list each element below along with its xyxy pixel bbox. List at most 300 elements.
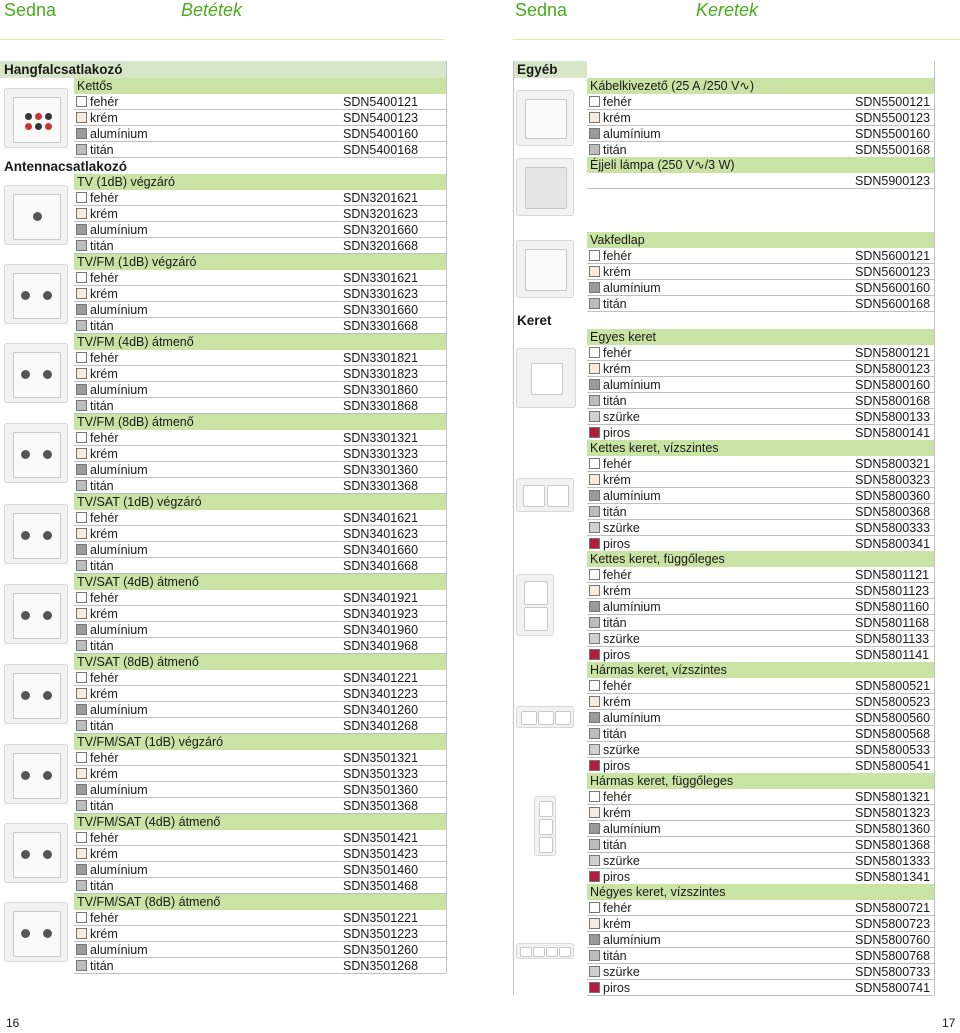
fehér-swatch [589,569,600,580]
product-row [74,926,446,942]
product-row [74,958,446,974]
frame-opening [559,947,571,957]
color-name: krém [90,207,118,221]
frame-opening [524,607,548,631]
color-name: titán [603,727,627,741]
krém-swatch [76,848,87,859]
night-lamp-thumbnail [516,158,574,216]
product-row [587,583,934,599]
right-column-left-divider [513,61,514,995]
product-code: SDN5800168 [855,394,931,408]
product-row [587,631,934,647]
product-row [74,126,446,142]
frame-opening [546,947,558,957]
product-group-header: Kettes keret, függőleges [587,551,934,567]
product-code: SDN3501423 [343,847,419,861]
product-code: SDN5800521 [855,679,931,693]
color-name: szürke [603,743,640,757]
product-row [74,686,446,702]
product-code: SDN3401921 [343,591,419,605]
product-code: SDN5801321 [855,790,931,804]
single-frame-thumbnail [516,348,576,408]
product-row [74,542,446,558]
product-code: SDN3401960 [343,623,419,637]
product-row [587,647,934,663]
product-code: SDN5800360 [855,489,931,503]
color-name: alumínium [90,623,148,637]
piros-swatch [589,427,600,438]
color-name: krém [603,917,631,931]
titán-swatch [76,480,87,491]
product-row [587,805,934,821]
product-code: SDN3501421 [343,831,419,845]
titán-swatch [76,880,87,891]
color-name: alumínium [603,933,661,947]
krém-swatch [76,928,87,939]
product-row [74,110,446,126]
product-code: SDN5800321 [855,457,931,471]
product-code: SDN5500160 [855,127,931,141]
color-name: fehér [90,831,119,845]
fehér-swatch [589,250,600,261]
fehér-swatch [589,347,600,358]
product-code: SDN3301823 [343,367,419,381]
color-name: krém [90,111,118,125]
product-row [74,878,446,894]
alumínium-swatch [589,379,600,390]
product-group-header: TV (1dB) végzáró [74,174,446,190]
product-row [74,750,446,766]
color-name: titán [603,505,627,519]
product-code: SDN3401223 [343,687,419,701]
product-code: SDN5400168 [343,143,419,157]
socket-thumbnail [4,902,68,962]
color-name: alumínium [90,127,148,141]
product-code: SDN5800741 [855,981,931,995]
color-name: titán [90,143,114,157]
alumínium-swatch [76,944,87,955]
color-name: alumínium [90,223,148,237]
alumínium-swatch [589,712,600,723]
product-row [74,142,446,158]
product-row [74,398,446,414]
color-name: piros [603,648,631,662]
product-code: SDN3501221 [343,911,419,925]
color-name: fehér [90,431,119,445]
product-code: SDN3201623 [343,207,419,221]
product-group-header: Egyes keret [587,329,934,345]
color-name: alumínium [603,600,661,614]
product-code: SDN3301621 [343,271,419,285]
color-name: titán [603,838,627,852]
color-name: alumínium [603,489,661,503]
alumínium-swatch [76,224,87,235]
section-title: Egyéb [513,61,587,78]
product-code: SDN3301360 [343,463,419,477]
product-code: SDN5801341 [855,870,931,884]
product-code: SDN5801368 [855,838,931,852]
szürke-swatch [589,744,600,755]
titán-swatch [589,617,600,628]
product-row [74,862,446,878]
color-name: krém [90,607,118,621]
color-name: titán [90,559,114,573]
product-group-header: TV/FM (8dB) átmenő [74,414,446,430]
color-name: titán [603,143,627,157]
product-code: SDN3401621 [343,511,419,525]
product-code: SDN5801323 [855,806,931,820]
color-name: szürke [603,632,640,646]
color-name: krém [603,265,631,279]
product-row [74,94,446,110]
product-code: SDN3401968 [343,639,419,653]
terminal-icon [25,113,32,120]
product-code: SDN5801360 [855,822,931,836]
product-row [74,350,446,366]
product-code: SDN5800341 [855,537,931,551]
alumínium-swatch [589,934,600,945]
piros-swatch [589,760,600,771]
coax-socket-icon [43,370,52,379]
alumínium-swatch [589,282,600,293]
szürke-swatch [589,966,600,977]
product-row [74,638,446,654]
color-name: krém [90,367,118,381]
product-row [587,488,934,504]
color-name: titán [603,949,627,963]
alumínium-swatch [76,864,87,875]
product-code: SDN5800533 [855,743,931,757]
product-row [587,567,934,583]
triple-vertical-frame-thumbnail [534,796,556,856]
product-code: SDN3501460 [343,863,419,877]
color-name: krém [603,111,631,125]
product-row [74,622,446,638]
szürke-swatch [589,633,600,644]
product-row [587,94,934,110]
product-row [74,766,446,782]
alumínium-swatch [589,490,600,501]
color-name: krém [90,527,118,541]
szürke-swatch [589,411,600,422]
product-row [74,222,446,238]
krém-swatch [76,288,87,299]
page-number-left: 16 [6,1016,20,1030]
titán-swatch [589,728,600,739]
product-row [587,948,934,964]
product-row [587,853,934,869]
product-code: SDN5800141 [855,426,931,440]
fehér-swatch [76,832,87,843]
product-row [587,456,934,472]
color-name: szürke [603,410,640,424]
color-name: krém [603,806,631,820]
product-group-header: TV/FM (1dB) végzáró [74,254,446,270]
alumínium-swatch [76,304,87,315]
fehér-swatch [76,912,87,923]
fehér-swatch [76,192,87,203]
right-column-divider [934,61,935,995]
double-horizontal-frame-thumbnail [516,478,574,512]
product-row [74,206,446,222]
product-group-header: TV/FM (4dB) átmenő [74,334,446,350]
fehér-swatch [76,592,87,603]
product-code: SDN3301821 [343,351,419,365]
product-row [587,142,934,158]
product-row [587,409,934,425]
socket-thumbnail [4,423,68,483]
product-code: SDN5800333 [855,521,931,535]
color-name: titán [90,959,114,973]
color-name: fehér [90,95,119,109]
coax-socket-icon [33,212,42,221]
alumínium-swatch [76,784,87,795]
color-name: alumínium [603,127,661,141]
product-code: SDN3201621 [343,191,419,205]
product-row [587,248,934,264]
product-code: SDN5800733 [855,965,931,979]
product-row [587,916,934,932]
krém-swatch [76,608,87,619]
color-name: alumínium [603,378,661,392]
product-row [587,615,934,631]
right-page-title: Keretek [696,0,759,20]
fehér-swatch [76,512,87,523]
color-name: fehér [603,568,632,582]
color-name: fehér [603,249,632,263]
color-name: titán [603,616,627,630]
product-row [74,590,446,606]
product-row [74,366,446,382]
header-divider-left [0,39,445,40]
product-row [74,910,446,926]
product-row [587,710,934,726]
product-row [74,782,446,798]
product-code: SDN5800768 [855,949,931,963]
color-name: krém [90,847,118,861]
product-code: SDN5500123 [855,111,931,125]
product-row [587,599,934,615]
coax-socket-icon [43,291,52,300]
right-brand: Sedna [515,0,568,20]
color-name: alumínium [90,463,148,477]
color-name: piros [603,870,631,884]
plate-face [13,97,61,143]
socket-thumbnail [4,343,68,403]
color-name: krém [603,695,631,709]
product-code: SDN5800560 [855,711,931,725]
product-code: SDN3401260 [343,703,419,717]
product-row [587,472,934,488]
fehér-swatch [589,902,600,913]
socket-thumbnail [4,584,68,644]
product-row [587,932,934,948]
color-name: piros [603,537,631,551]
product-row [587,742,934,758]
terminal-icon [25,123,32,130]
color-name: piros [603,981,631,995]
product-code: SDN3501323 [343,767,419,781]
product-code: SDN5801123 [855,584,930,598]
product-code: SDN5500168 [855,143,931,157]
product-row [587,425,934,441]
frame-opening [539,819,553,835]
product-code: SDN3201668 [343,239,419,253]
coax-socket-icon [21,450,30,459]
product-row [74,510,446,526]
color-name: krém [603,473,631,487]
product-row [587,520,934,536]
titán-swatch [76,560,87,571]
product-code: SDN3301321 [343,431,419,445]
terminal-icon [35,123,42,130]
terminal-icon [45,113,52,120]
product-row [587,694,934,710]
color-name: fehér [603,346,632,360]
titán-swatch [76,320,87,331]
krém-swatch [76,768,87,779]
color-name: alumínium [603,711,661,725]
fehér-swatch [589,458,600,469]
color-name: alumínium [90,943,148,957]
product-code: SDN5800541 [855,759,931,773]
product-row [74,302,446,318]
krém-swatch [589,266,600,277]
titán-swatch [589,298,600,309]
product-code: SDN3301323 [343,447,419,461]
color-name: titán [90,719,114,733]
coax-socket-icon [43,691,52,700]
coax-socket-icon [21,771,30,780]
product-row [587,504,934,520]
socket-thumbnail [4,504,68,564]
color-name: fehér [90,351,119,365]
color-name: alumínium [90,303,148,317]
color-name: fehér [90,191,119,205]
color-name: alumínium [90,703,148,717]
frame-opening [539,801,553,817]
product-code: SDN3301623 [343,287,419,301]
krém-swatch [589,696,600,707]
triple-horizontal-frame-thumbnail [516,706,574,728]
color-name: alumínium [90,383,148,397]
product-row [587,837,934,853]
product-code: SDN5801121 [855,568,930,582]
product-code: SDN5600121 [855,249,931,263]
product-code: SDN5800368 [855,505,931,519]
product-row [74,430,446,446]
product-row [587,536,934,552]
product-group-header: Hármas keret, vízszintes [587,662,934,678]
section-title: Keret [517,313,552,328]
frame-opening [547,485,569,507]
alumínium-swatch [76,544,87,555]
fehér-swatch [589,96,600,107]
product-code: SDN5801141 [855,648,930,662]
color-name: fehér [90,271,119,285]
socket-thumbnail [4,744,68,804]
product-group-header: Kettes keret, vízszintes [587,440,934,456]
product-code: SDN3401623 [343,527,419,541]
alumínium-swatch [76,384,87,395]
frame-opening [520,947,532,957]
piros-swatch [589,538,600,549]
product-group-header: TV/FM/SAT (4dB) átmenő [74,814,446,830]
color-name: alumínium [90,543,148,557]
frame-opening [524,581,548,605]
product-group-header: Vakfedlap [587,232,934,248]
product-group-header: TV/SAT (1dB) végzáró [74,494,446,510]
product-row [74,446,446,462]
color-name: fehér [603,679,632,693]
fehér-swatch [76,752,87,763]
titán-swatch [589,506,600,517]
product-group-header: TV/FM/SAT (1dB) végzáró [74,734,446,750]
product-group-header: TV/SAT (4dB) átmenő [74,574,446,590]
product-row [74,798,446,814]
socket-thumbnail [4,88,68,148]
titán-swatch [76,400,87,411]
header-divider-right [513,39,960,40]
product-code: SDN3301660 [343,303,419,317]
color-name: titán [603,297,627,311]
product-row [74,830,446,846]
krém-swatch [589,474,600,485]
color-name: titán [90,799,114,813]
coax-socket-icon [21,291,30,300]
left-column-divider [446,61,447,973]
product-code: SDN5801133 [855,632,930,646]
product-code: SDN3401268 [343,719,419,733]
fehér-swatch [589,791,600,802]
frame-opening [523,485,545,507]
product-code: SDN5500121 [855,95,931,109]
product-row [587,264,934,280]
fehér-swatch [76,96,87,107]
product-code: SDN5801168 [855,616,930,630]
product-row [74,478,446,494]
socket-thumbnail [4,185,68,245]
piros-swatch [589,871,600,882]
product-code: SDN3501268 [343,959,419,973]
plate-face [525,167,567,209]
krém-swatch [589,918,600,929]
color-name: fehér [603,95,632,109]
left-page-title: Betétek [181,0,243,20]
coax-socket-icon [43,850,52,859]
cable-outlet-thumbnail [516,90,574,146]
krém-swatch [76,688,87,699]
double-vertical-frame-thumbnail [516,574,554,636]
color-name: fehér [603,790,632,804]
szürke-swatch [589,522,600,533]
titán-swatch [589,395,600,406]
product-row [587,393,934,409]
product-code: SDN3301860 [343,383,419,397]
product-code: SDN3501368 [343,799,419,813]
color-name: szürke [603,965,640,979]
frame-opening [521,711,537,725]
product-code: SDN5800323 [855,473,931,487]
socket-thumbnail [4,823,68,883]
color-name: fehér [90,751,119,765]
product-row [587,361,934,377]
product-row [587,110,934,126]
product-group-header: Hármas keret, függőleges [587,773,934,789]
titán-swatch [589,839,600,850]
frame-opening [539,837,553,853]
color-name: krém [90,287,118,301]
